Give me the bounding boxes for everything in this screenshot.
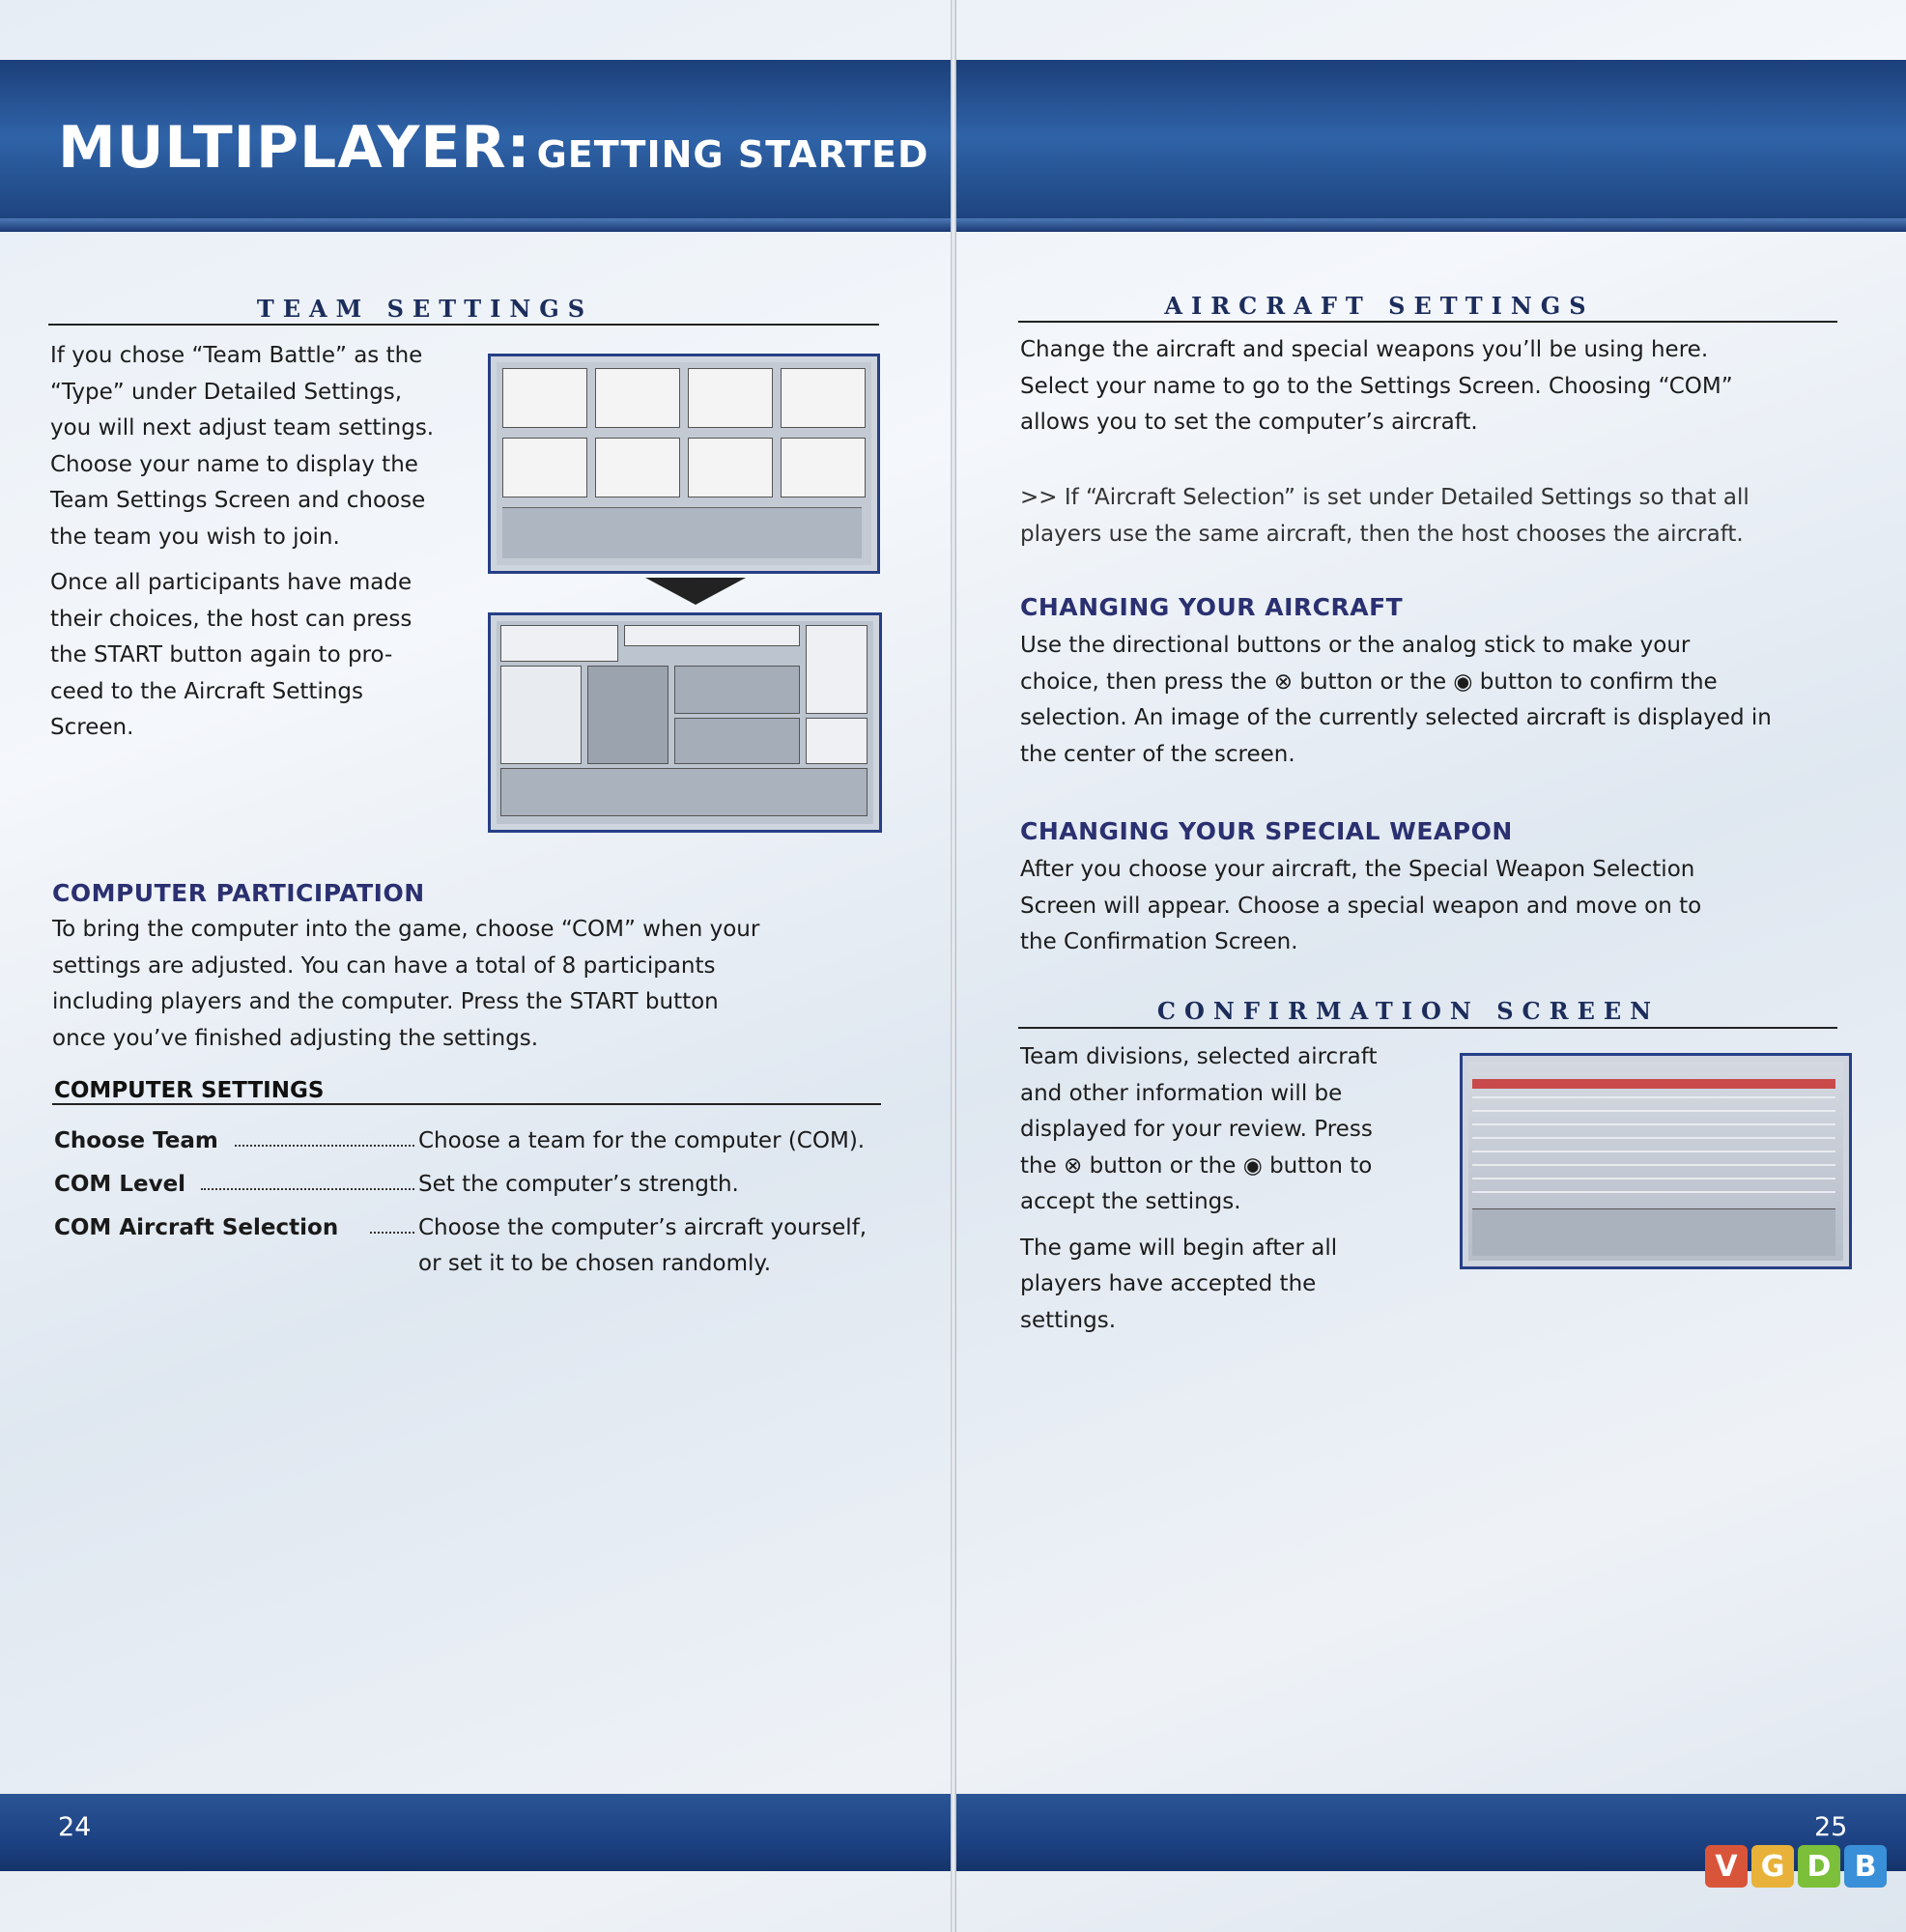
divider bbox=[1018, 1027, 1837, 1029]
title-sub: GETTING STARTED bbox=[536, 133, 929, 176]
vgdb-letter: V bbox=[1705, 1845, 1748, 1888]
team-settings-text: If you chose “Team Battle” as the “Type” under Detailed Settings, you will next adjust team settings. Choose your name to display the Team Settings Screen and choose the team you wish to join. Once all participants have made their choices, the host can press the START button again to pro- ceed to the Aircraft Settings Screen. bbox=[50, 343, 435, 740]
team-settings-screenshot bbox=[488, 354, 880, 574]
changing-weapon-text: After you choose your aircraft, the Special Weapon Selection Screen will appear. Choose a special weapon and move on to the Confirmation Screen. bbox=[1020, 857, 1702, 954]
confirmation-screen-heading: CONFIRMATION SCREEN bbox=[1156, 997, 1661, 1025]
right-page bbox=[954, 0, 1906, 1932]
setting-com-aircraft-selection: COM Aircraft Selection Choose the computer’s aircraft yourself, or set it to be chosen randomly. bbox=[54, 1215, 868, 1276]
page-number-right: 25 bbox=[1814, 1812, 1848, 1842]
down-arrow-icon bbox=[645, 578, 746, 605]
changing-weapon-heading: CHANGING YOUR SPECIAL WEAPON bbox=[1020, 817, 1513, 845]
vgdb-letter: G bbox=[1751, 1845, 1794, 1888]
aircraft-selection-note: >> If “Aircraft Selection” is set under Detailed Settings so that all players use the same aircraft, then the host chooses the aircraft. bbox=[1020, 485, 1750, 547]
aircraft-settings-text: Change the aircraft and special weapons you’ll be using here. Select your name to go to the Settings Screen. Choosing “COM” allows you to set the computer’s aircraft. bbox=[1020, 337, 1733, 435]
aircraft-settings-screenshot bbox=[488, 612, 882, 833]
setting-choose-team: Choose Team Choose a team for the computer (COM). bbox=[54, 1128, 866, 1153]
vgdb-logo bbox=[1705, 1845, 1887, 1888]
confirmation-text: Team divisions, selected aircraft and other information will be displayed for your review. Press the ⊗ button or the ◉ button to accept the settings. The game will begin after all players have accepted the settings. bbox=[1020, 1044, 1378, 1333]
computer-participation-heading: COMPUTER PARTICIPATION bbox=[52, 879, 425, 907]
setting-com-level: COM Level Set the computer’s strength. bbox=[54, 1172, 739, 1197]
title-main: MULTIPLAYER: bbox=[58, 114, 531, 182]
page-number-left: 24 bbox=[58, 1812, 92, 1842]
divider bbox=[1018, 321, 1837, 323]
divider bbox=[48, 324, 879, 326]
computer-settings-heading: COMPUTER SETTINGS bbox=[54, 1078, 325, 1103]
changing-aircraft-text: Use the directional buttons or the analog stick to make your choice, then press the ⊗ button or the ◉ button to confirm the selection. An image of the currently selected aircraft is displayed in the center of the screen. bbox=[1020, 633, 1772, 767]
divider bbox=[52, 1103, 881, 1105]
confirmation-screenshot bbox=[1460, 1053, 1852, 1269]
vgdb-letter: B bbox=[1844, 1845, 1887, 1888]
vgdb-letter: D bbox=[1798, 1845, 1840, 1888]
team-settings-heading: TEAM SETTINGS bbox=[256, 295, 594, 323]
aircraft-settings-heading: AIRCRAFT SETTINGS bbox=[1164, 292, 1595, 320]
changing-aircraft-heading: CHANGING YOUR AIRCRAFT bbox=[1020, 593, 1404, 621]
computer-participation-text: To bring the computer into the game, choose “COM” when your settings are adjusted. You can have a total of 8 participants including players and the computer. Press the START button once you’ve finished adjusting the settings. bbox=[52, 917, 760, 1051]
